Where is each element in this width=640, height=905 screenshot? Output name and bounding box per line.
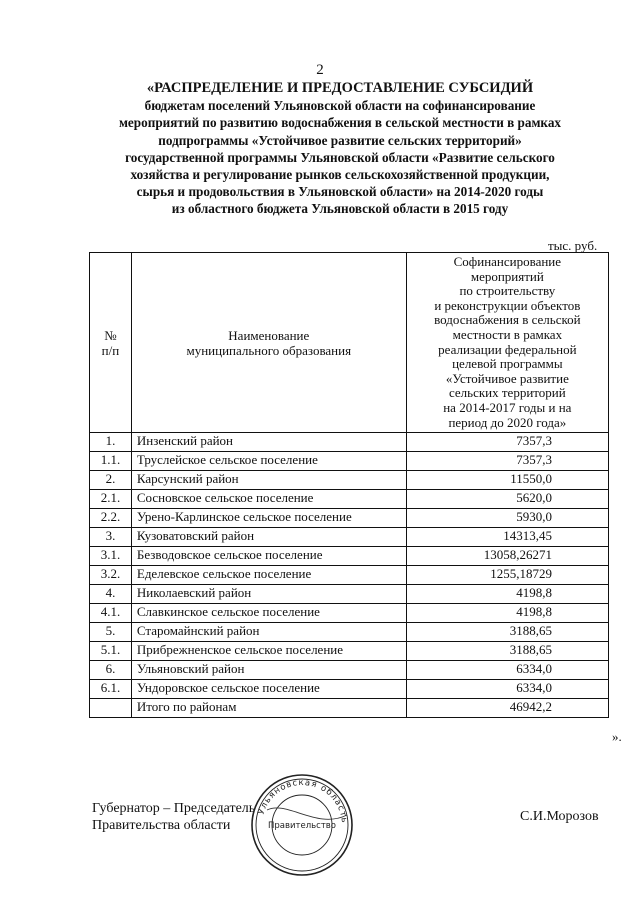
table-header-row: [90, 253, 609, 433]
title-line: хозяйства и регулирование рынков сельскохозяйственной продукции,: [130, 167, 550, 183]
total-num: [90, 699, 132, 718]
signature-stroke-icon: [267, 808, 347, 819]
row-name: Прибрежненское сельское поселение: [131, 642, 406, 661]
row-value: 13058,26271: [406, 547, 608, 566]
header-subsidy-line: реализации федеральной: [438, 341, 577, 357]
header-subsidy-line: водоснабжения в сельской: [434, 312, 581, 328]
row-name: Безводовское сельское поселение: [131, 547, 406, 566]
signatory-position-line: Губернатор – Председатель: [92, 801, 256, 816]
subsidy-table: [89, 252, 609, 718]
row-value: 4198,8: [406, 585, 608, 604]
table-row: [90, 604, 609, 623]
row-name: Николаевский район: [131, 585, 406, 604]
row-value: 6334,0: [406, 661, 608, 680]
row-name: Кузоватовский район: [131, 528, 406, 547]
row-num: 2.: [90, 471, 132, 490]
row-num: 4.: [90, 585, 132, 604]
table-row: [90, 566, 609, 585]
row-value: 5620,0: [406, 490, 608, 509]
signatory-name: С.И.Морозов: [520, 809, 599, 824]
row-num: 5.1.: [90, 642, 132, 661]
row-name: Труслейское сельское поселение: [131, 452, 406, 471]
closing-quote: ».: [612, 729, 622, 744]
title-line: сырья и продовольствия в Ульяновской области» на 2014-2020 годы: [136, 184, 544, 200]
table-row: [90, 471, 609, 490]
header-subsidy-line: и реконструкции объектов: [434, 297, 581, 313]
table-row: [90, 509, 609, 528]
row-name: Старомайнский район: [131, 623, 406, 642]
header-subsidy-line: местности в рамках: [452, 326, 563, 342]
row-num: 6.1.: [90, 680, 132, 699]
header-num-line: п/п: [101, 342, 120, 358]
title-line: из областного бюджета Ульяновской области в 2015 году: [171, 201, 509, 217]
row-name: Ульяновский район: [131, 661, 406, 680]
official-seal-icon: [247, 770, 357, 880]
document-title: [70, 80, 610, 218]
header-subsidy-line: период до 2020 года»: [448, 414, 567, 430]
seal-center-text: Правительство: [268, 821, 336, 831]
header-subsidy-line: по строительству: [459, 283, 556, 299]
row-value: 5930,0: [406, 509, 608, 528]
title-line: подпрограммы «Устойчивое развитие сельских территорий»: [158, 132, 522, 148]
table-row: [90, 661, 609, 680]
table-row: [90, 452, 609, 471]
row-num: 4.1.: [90, 604, 132, 623]
row-value: 7357,3: [406, 433, 608, 452]
header-subsidy-line: «Устойчивое развитие: [445, 370, 569, 386]
row-name: Еделевское сельское поселение: [131, 566, 406, 585]
table-row: [90, 528, 609, 547]
table-row: [90, 490, 609, 509]
row-name: Славкинское сельское поселение: [131, 604, 406, 623]
row-value: 11550,0: [406, 471, 608, 490]
row-num: 2.1.: [90, 490, 132, 509]
signatory-position-line: Правительства области: [92, 818, 231, 833]
signatory-position: [92, 800, 255, 834]
row-value: 3188,65: [406, 642, 608, 661]
header-name-line: муниципального образования: [186, 342, 352, 358]
header-subsidy-line: целевой программы: [452, 356, 563, 372]
table-total-row: [90, 699, 609, 718]
row-num: 1.: [90, 433, 132, 452]
row-value: 7357,3: [406, 452, 608, 471]
total-name: Итого по районам: [131, 699, 406, 718]
title-line: мероприятий по развитию водоснабжения в сельской местности в рамках: [118, 115, 562, 131]
header-subsidy-line: на 2014-2017 годы и на: [443, 399, 572, 415]
table-row: [90, 585, 609, 604]
row-name: Инзенский район: [131, 433, 406, 452]
title-line: бюджетам поселений Ульяновской области на софинансирование: [144, 98, 536, 114]
header-num: [90, 253, 132, 433]
row-value: 1255,18729: [406, 566, 608, 585]
header-name-line: Наименование: [228, 327, 310, 343]
total-value: 46942,2: [406, 699, 608, 718]
title-line: государственной программы Ульяновской области «Развитие сельского: [125, 149, 555, 165]
table-row: [90, 623, 609, 642]
row-num: 3.: [90, 528, 132, 547]
row-num: 2.2.: [90, 509, 132, 528]
row-name: Урено-Карлинское сельское поселение: [131, 509, 406, 528]
row-value: 4198,8: [406, 604, 608, 623]
page-number: 2: [316, 62, 324, 78]
header-subsidy-line: мероприятий: [470, 268, 544, 284]
title-line: «РАСПРЕДЕЛЕНИЕ И ПРЕДОСТАВЛЕНИЕ СУБСИДИЙ: [146, 80, 534, 96]
table-row: [90, 680, 609, 699]
header-subsidy-line: сельских территорий: [448, 385, 566, 401]
table-row: [90, 642, 609, 661]
row-num: 3.1.: [90, 547, 132, 566]
header-num-line: №: [104, 327, 117, 343]
header-subsidy-line: Софинансирование: [453, 254, 562, 269]
row-num: 1.1.: [90, 452, 132, 471]
row-value: 14313,45: [406, 528, 608, 547]
row-num: 5.: [90, 623, 132, 642]
row-value: 3188,65: [406, 623, 608, 642]
header-name: [131, 253, 406, 433]
row-num: 3.2.: [90, 566, 132, 585]
row-value: 6334,0: [406, 680, 608, 699]
row-name: Ундоровское сельское поселение: [131, 680, 406, 699]
header-subsidy: [406, 253, 608, 433]
units-label: тыс. руб.: [548, 238, 598, 253]
row-name: Сосновское сельское поселение: [131, 490, 406, 509]
seal-ring-text: Ульяновская область: [256, 777, 350, 825]
table-row: [90, 433, 609, 452]
row-name: Карсунский район: [131, 471, 406, 490]
row-num: 6.: [90, 661, 132, 680]
table-row: [90, 547, 609, 566]
